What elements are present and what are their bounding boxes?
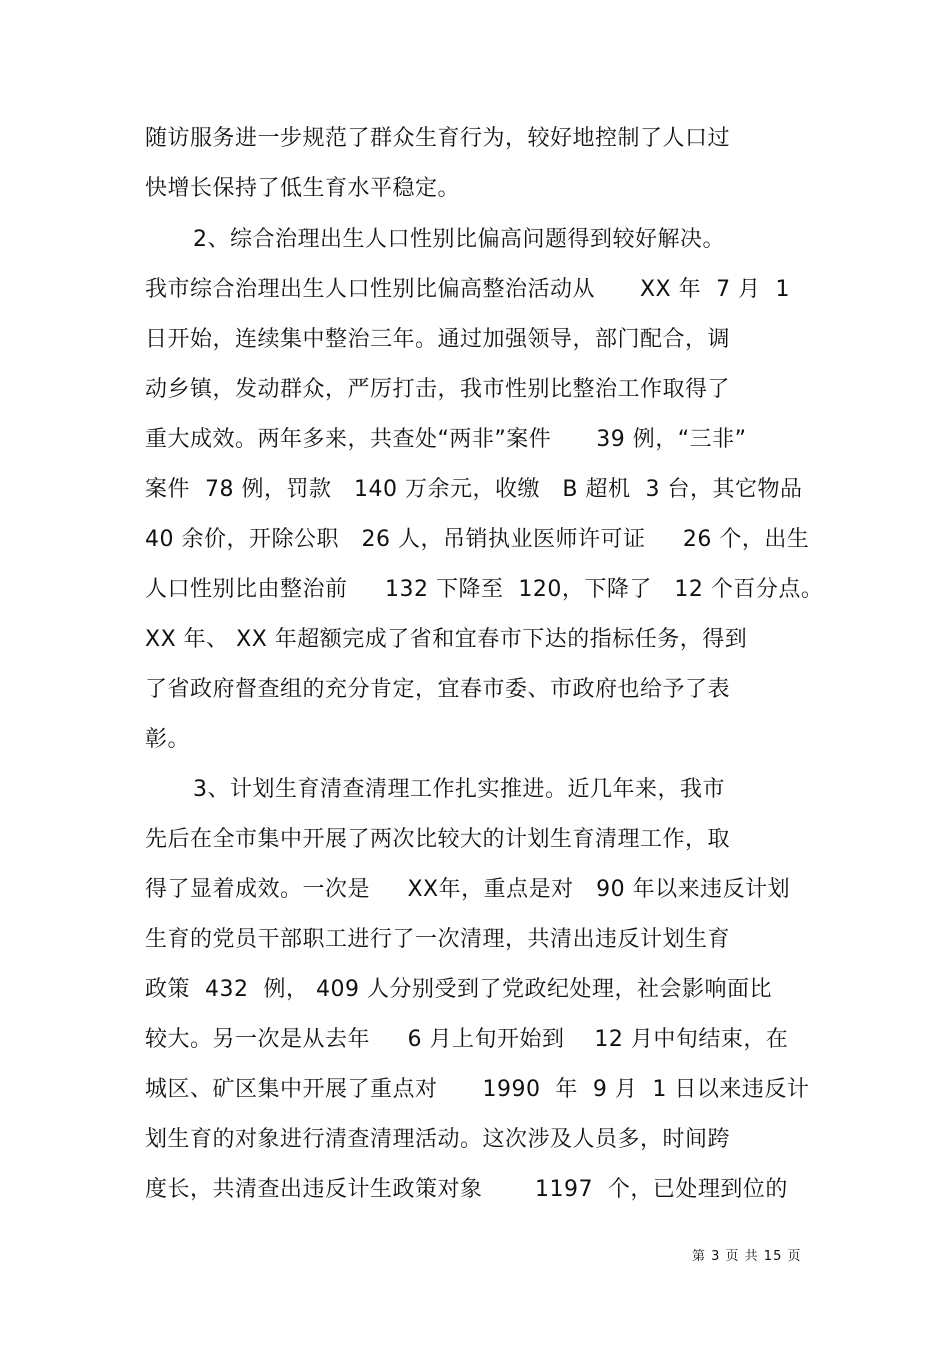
text-line: 40 余价，开除公职 26 人，吊销执业医师许可证 26 个，出生 <box>145 527 810 552</box>
text-line: 了省政府督查组的充分肯定，宜春市委、市政府也给予了表 <box>145 677 731 702</box>
text-line: 我市综合治理出生人口性别比偏高整治活动从 XX 年 7 月 1 <box>145 277 791 302</box>
text-line: 重大成效。两年多来，共查处“两非”案件 39 例，“三非” <box>145 427 747 452</box>
text-line: 先后在全市集中开展了两次比较大的计划生育清理工作，取 <box>145 827 731 852</box>
text-line: 城区、矿区集中开展了重点对 1990 年 9 月 1 日以来违反计 <box>145 1077 810 1102</box>
text-line: 得了显着成效。一次是 XX年，重点是对 90 年以来违反计划 <box>145 877 791 902</box>
text-line: 动乡镇，发动群众，严厉打击，我市性别比整治工作取得了 <box>145 377 731 402</box>
page-footer: 第 3 页 共 15 页 <box>692 1249 802 1264</box>
section-heading: 3、计划生育清查清理工作扎实推进。近几年来，我市 <box>193 777 725 802</box>
text-line: 生育的党员干部职工进行了一次清理，共清出违反计划生育 <box>145 927 731 952</box>
text-line: 日开始，连续集中整治三年。通过加强领导，部门配合，调 <box>145 327 731 352</box>
text-line: 彰。 <box>145 727 191 752</box>
text-line: XX 年、 XX 年超额完成了省和宜春市下达的指标任务，得到 <box>145 627 748 652</box>
text-line: 较大。另一次是从去年 6 月上旬开始到 12 月中旬结束，在 <box>145 1027 789 1052</box>
text-line: 案件 78 例，罚款 140 万余元，收缴 B 超机 3 台，其它物品 <box>145 477 803 502</box>
text-line: 人口性别比由整治前 132 下降至 120，下降了 12 个百分点。 <box>145 577 824 602</box>
text-line: 政策 432 例， 409 人分别受到了党政纪处理，社会影响面比 <box>145 977 772 1002</box>
text-line: 随访服务进一步规范了群众生育行为，较好地控制了人口过 <box>145 126 731 151</box>
text-line: 度长，共清查出违反计生政策对象 1197 个，已处理到位的 <box>145 1177 788 1202</box>
text-line: 划生育的对象进行清查清理活动。这次涉及人员多，时间跨 <box>145 1127 731 1152</box>
text-line: 快增长保持了低生育水平稳定。 <box>145 176 461 201</box>
section-heading: 2、综合治理出生人口性别比偏高问题得到较好解决。 <box>193 227 725 252</box>
